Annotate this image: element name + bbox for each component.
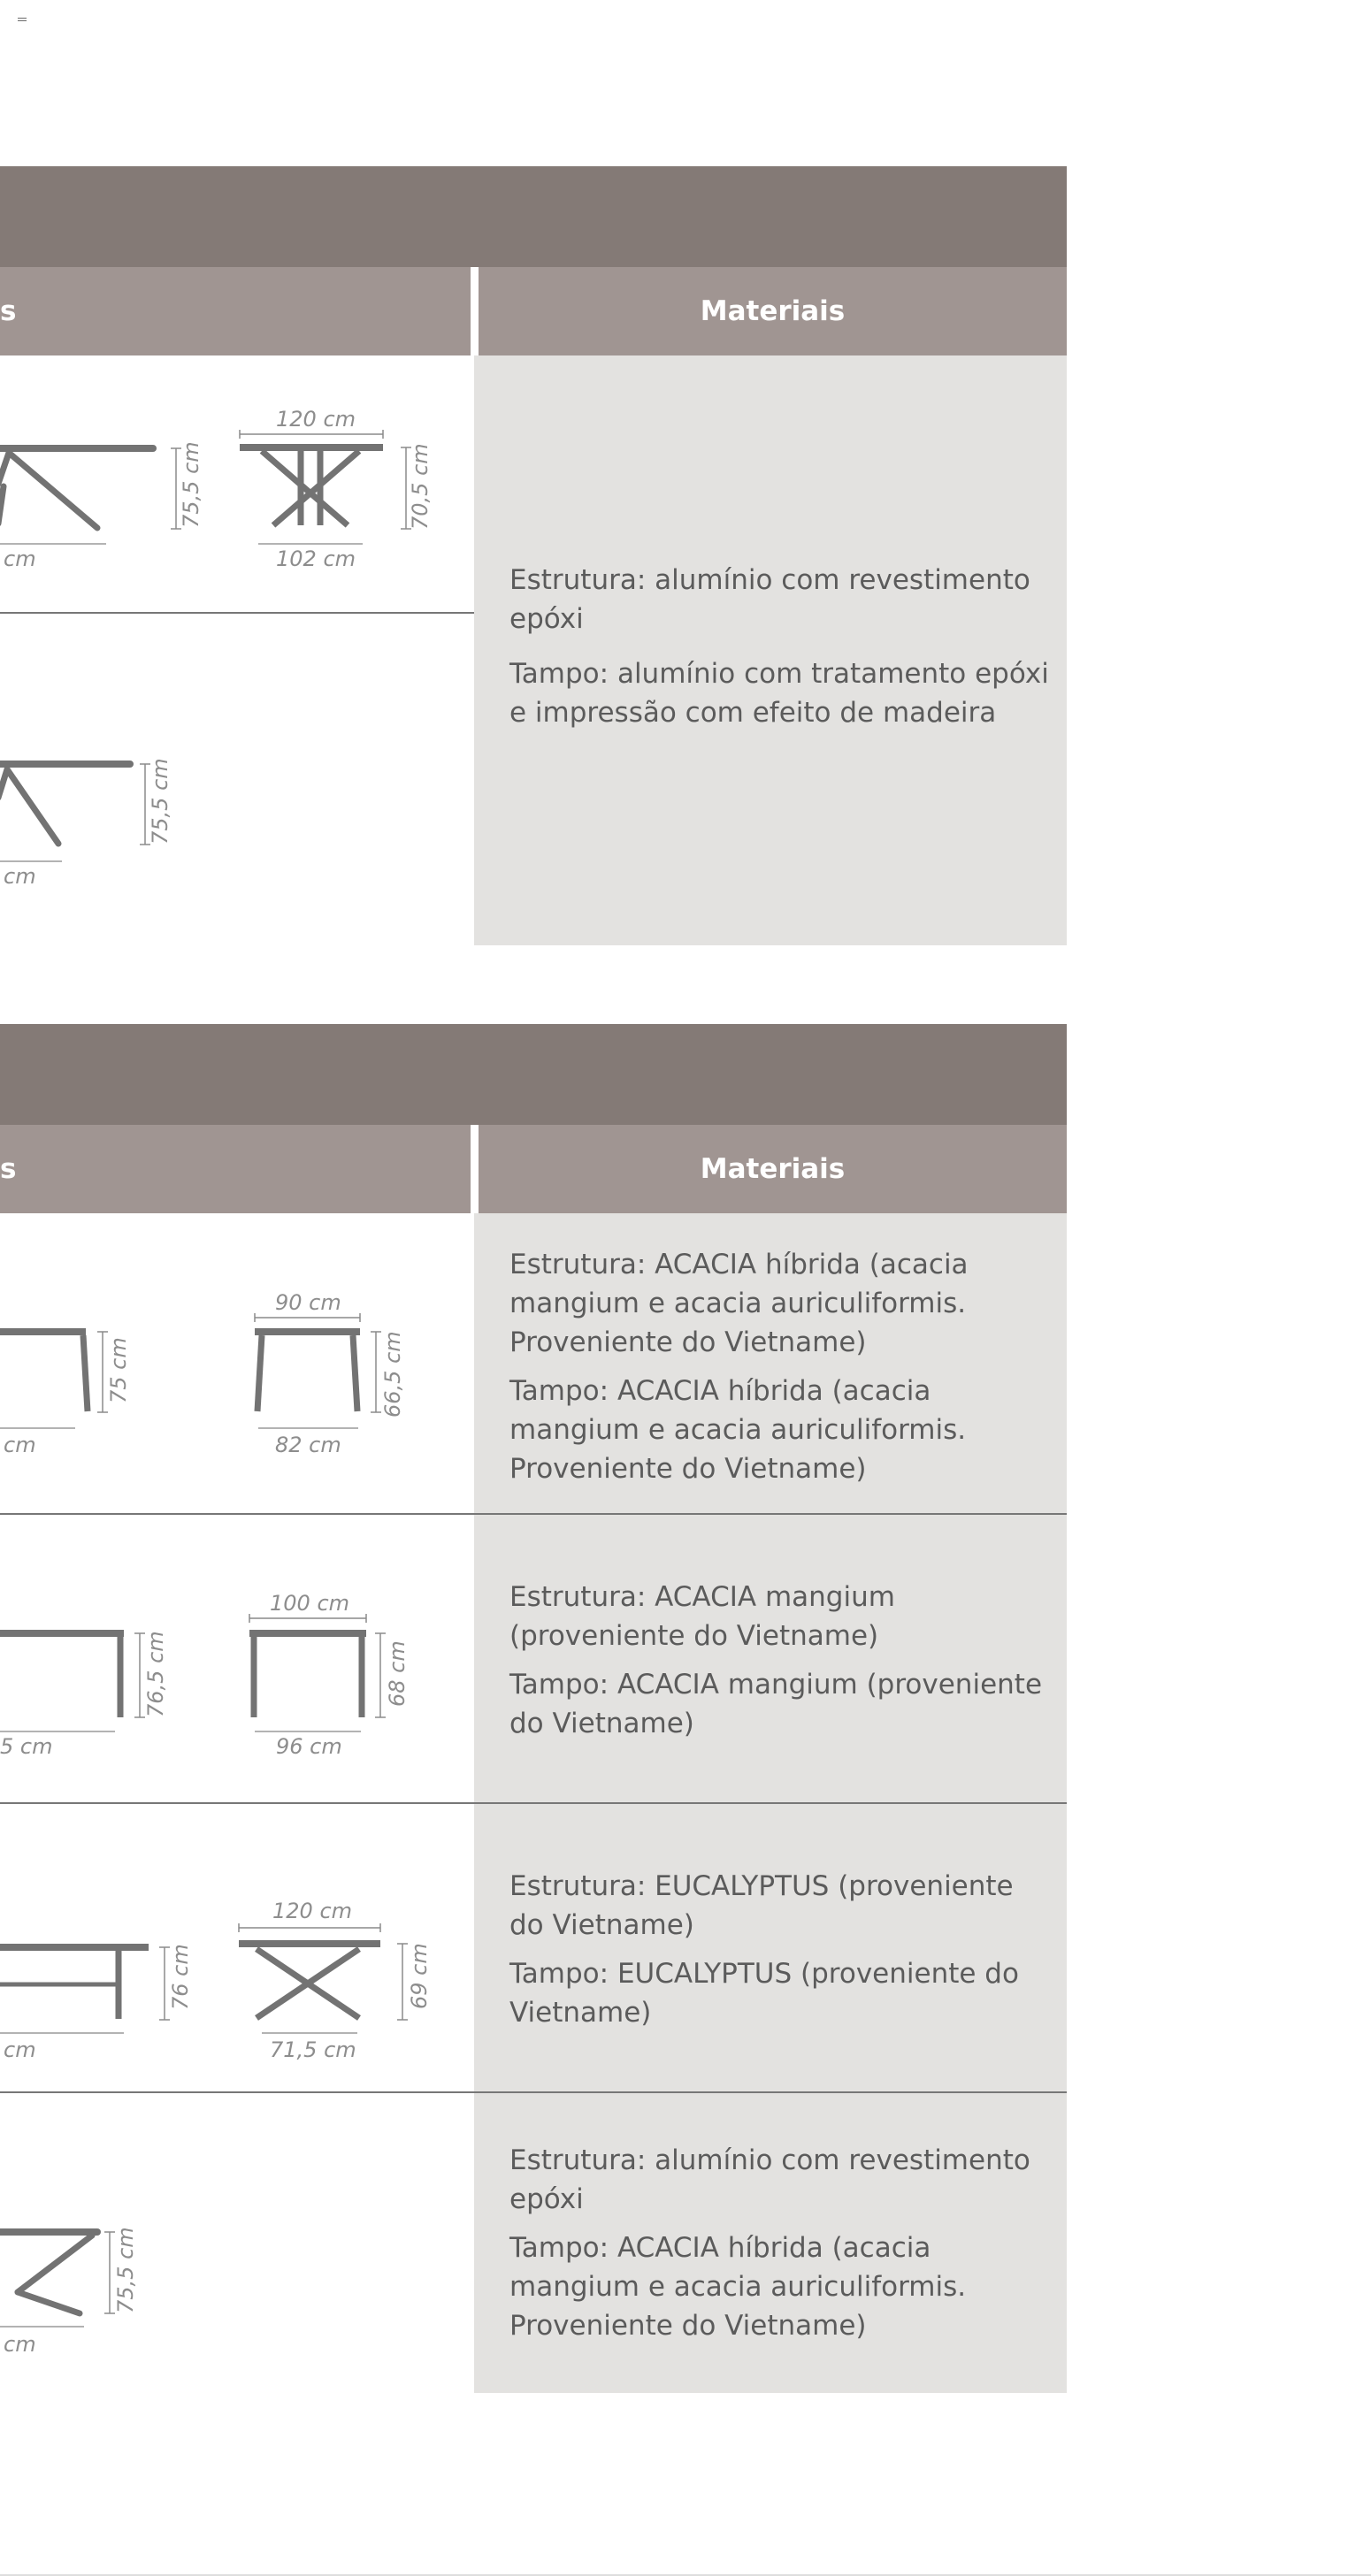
table-side-view-cross (0, 448, 153, 528)
dim-height-label: 68 cm (385, 1640, 410, 1707)
section-2-row-1-materials (509, 1245, 1053, 1488)
table-front-view-cross (239, 1944, 380, 2018)
material-structure: Estrutura: alumínio com revestimento epóxi (509, 2144, 1030, 2215)
table-side-view-legs (0, 1633, 124, 1717)
dim-height-label: 70,5 cm (408, 443, 433, 530)
dim-depth-label: cm (4, 547, 36, 571)
material-top: Tampo: EUCALYPTUS (proveniente do Vietname) (509, 1958, 1019, 2029)
section-2-drawings (0, 1213, 474, 2393)
dim-height-label: 75,5 cm (148, 758, 172, 845)
material-structure: Estrutura: ACACIA híbrida (acacia mangium e acacia auriculiformis. Proveniente do Vietname) (509, 1249, 969, 1358)
dim-top-width-label: 100 cm (270, 1591, 350, 1616)
materials-header-label: Materiais (700, 295, 846, 327)
section-2-row-3-materials (509, 1867, 1053, 2032)
material-top: Tampo: ACACIA híbrida (acacia mangium e acacia auriculiformis. Proveniente do Vietname) (509, 1375, 967, 1485)
dim-depth-label: cm (4, 864, 36, 889)
material-structure: Estrutura: ACACIA mangium (proveniente do Vietname) (509, 1581, 895, 1652)
materials-header-label: Materiais (700, 1153, 846, 1185)
dim-base-label: 82 cm (275, 1433, 341, 1457)
section-1-dimensions-header (0, 267, 471, 355)
table-front-view-legs (249, 1633, 366, 1717)
dim-height-label: 75,5 cm (113, 2227, 138, 2313)
dim-height-label: 75,5 cm (179, 441, 203, 528)
section-1-materials-text (509, 561, 1053, 732)
table-side-view-cross (0, 2232, 97, 2313)
table-front-view-cross (240, 447, 383, 525)
material-top: Tampo: ACACIA híbrida (acacia mangium e acacia auriculiformis. Proveniente do Vietname) (509, 2232, 967, 2342)
section-2-row-2-materials (509, 1578, 1053, 1743)
table-side-view-cross (0, 764, 130, 844)
dim-depth-label: cm (4, 2332, 36, 2357)
dim-depth-label: cm (4, 2037, 36, 2062)
dim-base-label: 96 cm (276, 1734, 342, 1759)
material-top: Tampo: alumínio com tratamento epóxi e impressão com efeito de madeira (509, 658, 1049, 729)
menu-icon (18, 18, 27, 23)
dimensions-header-label: s (0, 295, 17, 327)
section-2-dimensions-header (0, 1125, 471, 1213)
table-front-view-legs (255, 1332, 360, 1411)
material-structure: Estrutura: EUCALYPTUS (proveniente do Vietname) (509, 1870, 1014, 1941)
section-2-materials-header (479, 1125, 1067, 1213)
dimensions-header-label: s (0, 1153, 17, 1185)
dim-height-label: 76 cm (168, 1944, 193, 2010)
dim-height-label: 69 cm (407, 1943, 432, 2009)
table-side-view-legs (0, 1332, 88, 1411)
section-1-title-band (0, 166, 1067, 267)
dim-base-label: 102 cm (276, 547, 356, 571)
section-2-title-band (0, 1024, 1067, 1125)
section-2-row-4-materials (509, 2141, 1053, 2345)
dim-depth-label: 5 cm (0, 1734, 53, 1759)
dim-depth-label: cm (4, 1433, 36, 1457)
section-1-drawings (0, 355, 474, 945)
material-top: Tampo: ACACIA mangium (proveniente do Vietname) (509, 1669, 1043, 1739)
table-side-view-legs (0, 1947, 149, 2019)
material-structure: Estrutura: alumínio com revestimento epóxi (509, 564, 1030, 635)
section-1-materials-header (479, 267, 1067, 355)
dim-top-width-label: 90 cm (275, 1290, 341, 1315)
dim-top-width-label: 120 cm (272, 1899, 353, 1923)
dim-top-width-label: 120 cm (276, 407, 356, 432)
dim-height-label: 75 cm (106, 1337, 131, 1403)
dim-height-label: 76,5 cm (143, 1631, 168, 1717)
dim-base-label: 71,5 cm (270, 2037, 356, 2062)
dim-height-label: 66,5 cm (380, 1331, 405, 1418)
